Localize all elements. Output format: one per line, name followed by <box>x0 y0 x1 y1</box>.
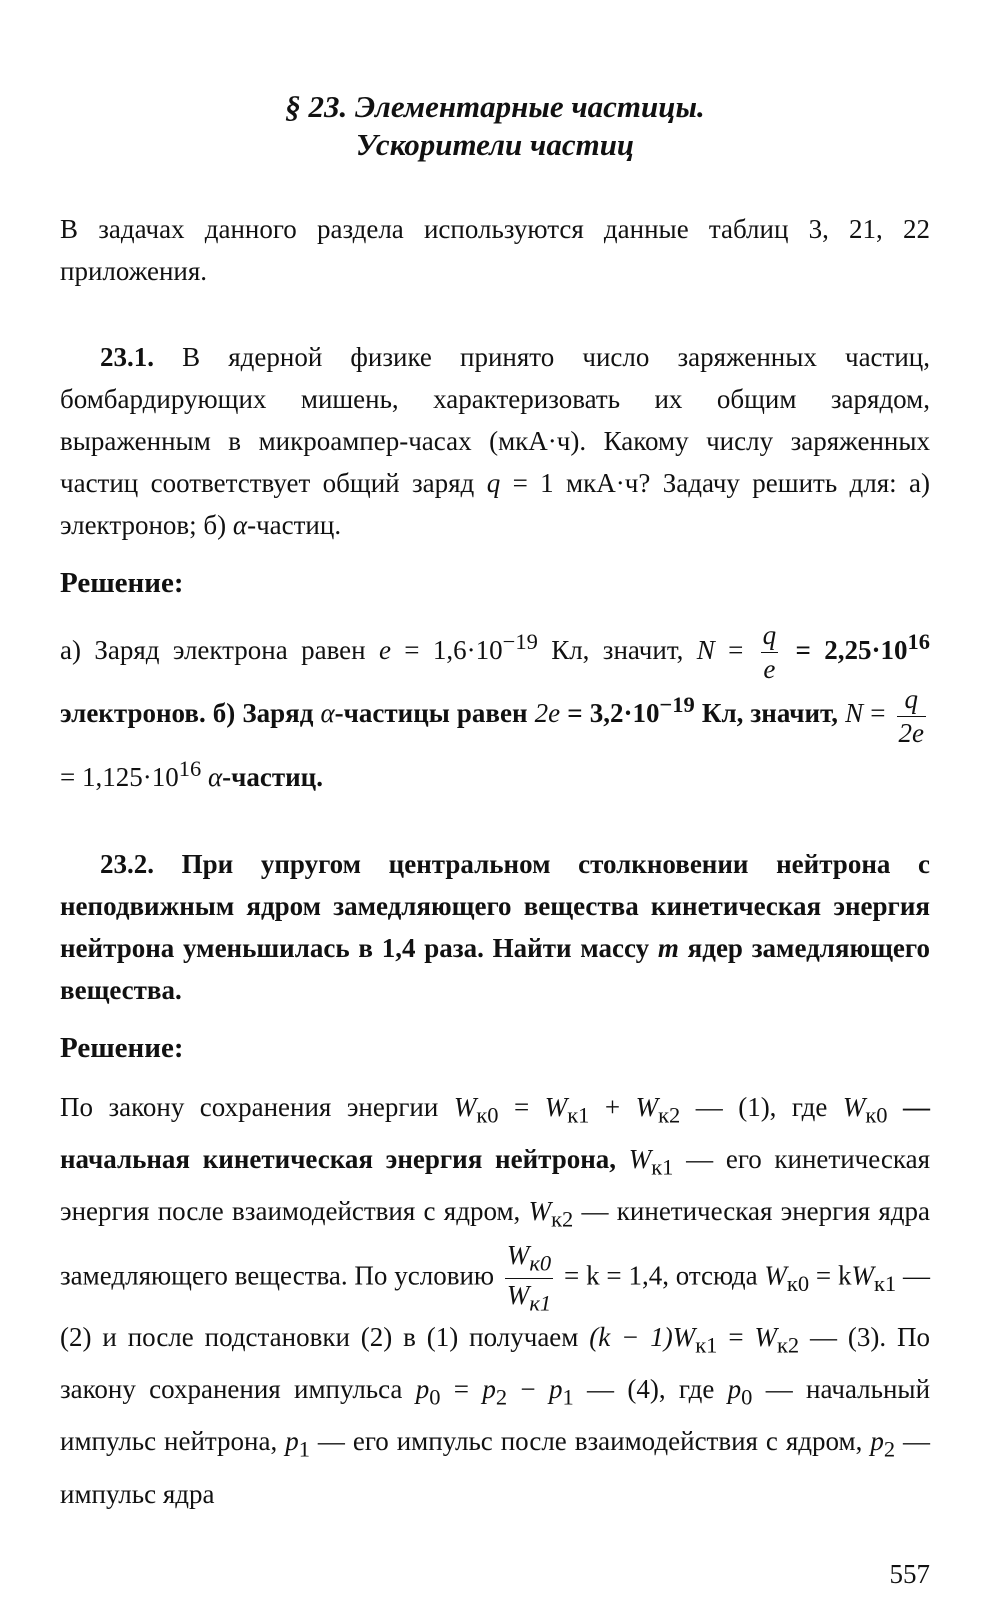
fraction-numerator <box>505 1239 553 1279</box>
subscript: к2 <box>776 1331 800 1357</box>
subscript: 0 <box>741 1384 753 1410</box>
formula-k-value: = k = 1,4 <box>557 1260 663 1291</box>
subscript: к0 <box>786 1270 810 1296</box>
solution-text: Кл, значит, <box>694 698 839 729</box>
exponent: 16 <box>907 629 931 654</box>
problem-number: 23.2. <box>100 848 154 879</box>
problem-text-end: ядер замедляющего вещества. <box>60 932 930 1005</box>
fraction-denominator: e <box>763 654 776 685</box>
fraction-numerator: q <box>761 622 779 653</box>
alpha-symbol: α <box>207 761 223 792</box>
equals-sign: = <box>717 1321 755 1352</box>
symbol-p: p <box>870 1426 884 1457</box>
solution-text: -частицы равен <box>334 698 528 729</box>
solution-23-1 <box>60 620 930 799</box>
problem-text: В ядерной физике принято число заряженных частиц, бомбардирующих мишень, характеризовать их общим зарядом, выраженным в микроампер-часах (мкА·ч). Какому числу заряженных частиц соответствует общий заряд <box>60 342 930 498</box>
solution-text: — (4), где <box>573 1373 715 1404</box>
solution-text: Кл, значит, <box>537 635 684 665</box>
alpha-symbol: α <box>320 698 335 729</box>
equals-sign: = <box>440 1373 483 1404</box>
subscript: 1 <box>298 1436 310 1462</box>
symbol-p: p <box>548 1373 563 1404</box>
solution-text: — кинетическая энергия ядра замедляющего вещества. По условию <box>60 1196 931 1291</box>
solution-text: — (1), где <box>680 1091 828 1122</box>
solution-text: , отсюда <box>662 1260 758 1291</box>
solution-text: — (3). По закону сохранения импульса <box>60 1321 931 1404</box>
symbol-W: W <box>842 1091 866 1122</box>
alpha-charge-value: = 3,2·10 <box>560 698 660 729</box>
symbol-W: W <box>764 1260 787 1291</box>
subscript: 0 <box>429 1384 441 1410</box>
solution-text: а) Заряд электрона равен <box>60 635 366 665</box>
symbol-p: p <box>285 1426 299 1457</box>
formula-part: = k <box>809 1260 852 1291</box>
subscript: к0 <box>529 1250 552 1276</box>
subscript: к1 <box>873 1270 897 1296</box>
fraction-Wk0-over-Wk1 <box>505 1239 553 1316</box>
formula-q: q <box>486 468 501 498</box>
formula-part: (k − 1) <box>589 1321 673 1352</box>
solution-text: По закону сохранения энергии <box>60 1091 439 1122</box>
problem-number: 23.1. <box>100 342 154 372</box>
symbol-W: W <box>628 1143 652 1174</box>
subscript: к0 <box>865 1101 888 1127</box>
solution-text: — (2) и после подстановки (2) в (1) получаем <box>60 1260 930 1352</box>
subscript: 2 <box>883 1436 896 1462</box>
subscript: к2 <box>551 1206 574 1232</box>
problem-text: При упругом центральном столкновении нейтрона с неподвижным ядром замедляющего вещества кинетическая энергия нейтрона уменьшилась в 1,4 раза. Найти массу <box>60 848 930 963</box>
result-value: = 1,125·10 <box>60 761 179 792</box>
symbol-e: e <box>378 635 391 665</box>
equals-sign: = <box>714 635 757 665</box>
symbol-W: W <box>453 1091 477 1122</box>
subscript: к1 <box>529 1290 552 1316</box>
symbol-W: W <box>528 1196 552 1227</box>
symbol-p: p <box>482 1373 496 1404</box>
solution-text: электронов. б) Заряд <box>60 698 314 729</box>
problem-text-end: -частиц. <box>247 510 342 540</box>
subscript: 2 <box>495 1384 508 1410</box>
plus-sign: + <box>589 1091 636 1122</box>
equals-sign: = <box>863 698 893 729</box>
symbol-p: p <box>727 1373 742 1404</box>
fraction-q-over-2e <box>897 683 926 748</box>
fraction-denominator: 2e <box>898 717 925 748</box>
symbol-W: W <box>754 1321 777 1352</box>
solution-text: — начальная кинетическая энергия нейтрона, <box>60 1091 931 1174</box>
exponent: −19 <box>659 692 695 718</box>
symbol-m: m <box>657 932 679 963</box>
subscript: к1 <box>567 1101 590 1127</box>
fraction-q-over-e <box>761 622 779 683</box>
problem-text-cont: = 1 мкА·ч? Задачу решить для: а) электронов; б) <box>60 468 931 540</box>
alpha-symbol: α <box>232 510 248 540</box>
symbol-N: N <box>696 635 715 665</box>
subscript: 1 <box>562 1384 574 1410</box>
symbol-W: W <box>544 1091 568 1122</box>
fraction-numerator: q <box>897 686 926 717</box>
exponent: 16 <box>178 755 202 781</box>
symbol-W: W <box>506 1239 530 1270</box>
equals-sign: = <box>498 1091 545 1122</box>
symbol-W: W <box>851 1260 874 1291</box>
symbol-p: p <box>415 1373 430 1404</box>
subscript: к2 <box>658 1101 681 1127</box>
result-value: = 2,25·10 <box>782 635 908 665</box>
symbol-W: W <box>506 1279 530 1310</box>
solution-text: — его импульс после взаимодействия с ядром, <box>309 1426 863 1457</box>
problem-23-1 <box>60 336 930 546</box>
exponent: −19 <box>502 629 538 654</box>
page <box>60 80 930 1600</box>
fraction-denominator <box>505 1279 553 1315</box>
subscript: к1 <box>695 1331 718 1357</box>
solution-text: — импульс ядра <box>60 1426 931 1509</box>
subscript: к0 <box>476 1101 499 1127</box>
page-number: 557 <box>889 1559 930 1589</box>
solution-text: -частиц. <box>222 761 323 792</box>
subscript: к1 <box>651 1154 674 1180</box>
solution-text: — его кинетическая энергия после взаимодействия с ядром, <box>60 1143 930 1227</box>
problem-23-2 <box>60 843 930 1011</box>
intro-paragraph: В задачах данного раздела используются данные таблиц 3, 21, 22 приложения. <box>60 214 930 286</box>
symbol-N: N <box>845 698 864 729</box>
electron-charge-value: = 1,6·10 <box>390 635 503 665</box>
solution-heading: Решение: <box>60 1031 184 1064</box>
minus-sign: − <box>507 1373 549 1404</box>
solution-23-2 <box>60 1085 930 1516</box>
section-title-line1: § 23. Элементарные частицы. <box>285 89 705 124</box>
symbol-2e: 2e <box>534 698 561 729</box>
symbol-W: W <box>672 1321 696 1352</box>
symbol-W: W <box>635 1091 659 1122</box>
solution-heading: Решение: <box>60 567 184 599</box>
section-title <box>60 88 930 164</box>
solution-text: — начальный импульс нейтрона, <box>60 1373 931 1457</box>
section-title-line2: Ускорители частиц <box>355 127 635 162</box>
